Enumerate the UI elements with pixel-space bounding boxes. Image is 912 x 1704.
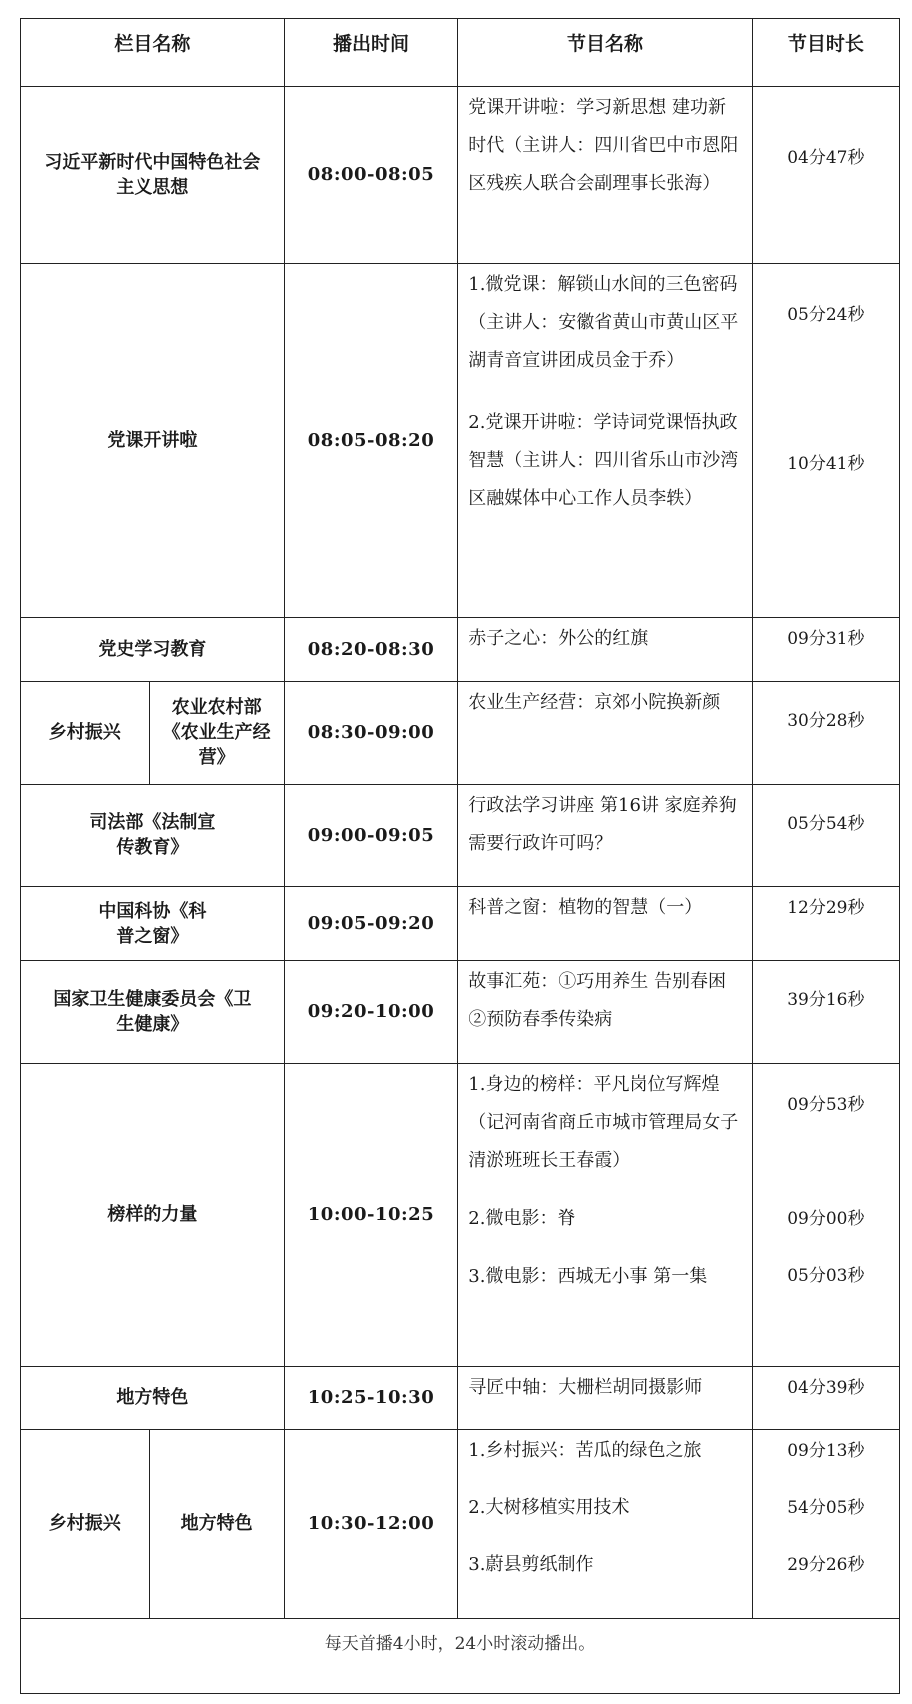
broadcast-time-cell: 10:30-12:00 xyxy=(284,1430,458,1619)
program-cell xyxy=(458,617,752,681)
column-name-cell: 党史学习教育 xyxy=(21,617,285,681)
header-program-name: 节目名称 xyxy=(458,19,752,87)
duration-text: 05分03秒 xyxy=(787,1265,865,1286)
column-name-cell: 司法部《法制宣传教育》 xyxy=(21,784,285,887)
program-text: 党课开讲啦：学习新思想 建功新时代（主讲人：四川省巴中市恩阳区残疾人联合会副理事长张海） xyxy=(468,96,739,194)
duration-text: 09分13秒 xyxy=(787,1441,865,1462)
program-cell xyxy=(458,784,752,887)
program-text: 寻匠中轴：大栅栏胡同摄影师 xyxy=(468,1376,703,1398)
broadcast-time-cell: 10:00-10:25 xyxy=(284,1063,458,1366)
table-row xyxy=(21,86,900,264)
program-text: 2.微电影：脊 xyxy=(468,1207,576,1229)
column-name-main-cell: 乡村振兴 xyxy=(21,1430,150,1619)
program-cell xyxy=(458,86,752,264)
duration-text: 12分29秒 xyxy=(787,898,865,918)
broadcast-time-cell: 09:05-09:20 xyxy=(284,887,458,961)
program-cell xyxy=(458,961,752,1064)
program-text: 故事汇苑：①巧用养生 告别春困②预防春季传染病 xyxy=(468,971,727,1031)
broadcast-time-cell: 09:00-09:05 xyxy=(284,784,458,887)
table-row xyxy=(21,264,900,617)
program-cell xyxy=(458,1366,752,1429)
broadcast-time-cell: 08:05-08:20 xyxy=(284,264,458,617)
table-row xyxy=(21,887,900,961)
schedule-table xyxy=(20,18,900,1694)
duration-cell xyxy=(752,86,899,264)
table-row xyxy=(21,1430,900,1619)
table-row xyxy=(21,1063,900,1366)
duration-text: 05分24秒 xyxy=(787,305,865,326)
header-broadcast-time: 播出时间 xyxy=(284,19,458,87)
program-text: 3.蔚县剪纸制作 xyxy=(468,1554,594,1576)
table-row xyxy=(21,617,900,681)
program-text: 2.大树移植实用技术 xyxy=(468,1497,630,1519)
column-name-sub-cell: 地方特色 xyxy=(149,1430,284,1619)
program-text: 农业生产经营：京郊小院换新颜 xyxy=(468,692,721,713)
column-name-cell: 习近平新时代中国特色社会主义思想 xyxy=(21,86,285,264)
program-text: 赤子之心：外公的红旗 xyxy=(468,627,649,649)
duration-cell xyxy=(752,887,899,961)
duration-text: 10分41秒 xyxy=(787,454,865,475)
duration-text: 30分28秒 xyxy=(787,711,865,731)
duration-cell xyxy=(752,1430,899,1619)
duration-text: 09分00秒 xyxy=(787,1208,865,1229)
duration-cell xyxy=(752,264,899,617)
program-cell xyxy=(458,264,752,617)
duration-cell xyxy=(752,1366,899,1429)
program-text: 科普之窗：植物的智慧（一） xyxy=(468,897,703,918)
duration-cell xyxy=(752,961,899,1064)
duration-text: 05分54秒 xyxy=(787,813,865,834)
column-name-cell: 榜样的力量 xyxy=(21,1063,285,1366)
broadcast-time-cell: 08:00-08:05 xyxy=(284,86,458,264)
duration-text: 04分47秒 xyxy=(787,147,865,168)
program-text: 行政法学习讲座 第16讲 家庭养狗需要行政许可吗？ xyxy=(468,794,737,854)
column-name-cell: 国家卫生健康委员会《卫生健康》 xyxy=(21,961,285,1064)
broadcast-time-cell: 08:30-09:00 xyxy=(284,682,458,785)
column-name-sub-cell: 农业农村部《农业生产经营》 xyxy=(149,682,284,785)
duration-text: 54分05秒 xyxy=(787,1498,865,1519)
duration-text: 04分39秒 xyxy=(787,1377,865,1398)
header-duration: 节目时长 xyxy=(752,19,899,87)
table-row xyxy=(21,961,900,1064)
program-text: 2.党课开讲啦：学诗词党课悟执政智慧（主讲人：四川省乐山市沙湾区融媒体中心工作人员李轶） xyxy=(468,412,739,510)
column-name-cell: 地方特色 xyxy=(21,1366,285,1429)
broadcast-time-cell: 10:25-10:30 xyxy=(284,1366,458,1429)
program-text: 1.乡村振兴：苦瓜的绿色之旅 xyxy=(468,1440,702,1462)
duration-cell xyxy=(752,682,899,785)
broadcast-time-cell: 08:20-08:30 xyxy=(284,617,458,681)
broadcast-time-cell: 09:20-10:00 xyxy=(284,961,458,1064)
footer-note: 每天首播4小时，24小时滚动播出。 xyxy=(21,1618,900,1693)
duration-cell xyxy=(752,617,899,681)
header-column-name: 栏目名称 xyxy=(21,19,285,87)
program-cell xyxy=(458,1430,752,1619)
table-row xyxy=(21,784,900,887)
program-text: 1.身边的榜样：平凡岗位写辉煌（记河南省商丘市城市管理局女子清淤班班长王春霞） xyxy=(468,1073,739,1171)
program-cell xyxy=(458,1063,752,1366)
program-cell xyxy=(458,887,752,961)
footer-row xyxy=(21,1618,900,1693)
column-name-cell: 中国科协《科普之窗》 xyxy=(21,887,285,961)
program-text: 1.微党课：解锁山水间的三色密码（主讲人：安徽省黄山市黄山区平湖青音宣讲团成员金于乔） xyxy=(468,274,739,372)
column-name-main-cell: 乡村振兴 xyxy=(21,682,150,785)
program-text: 3.微电影：西城无小事 第一集 xyxy=(468,1265,708,1287)
column-name-cell: 党课开讲啦 xyxy=(21,264,285,617)
program-cell xyxy=(458,682,752,785)
duration-cell xyxy=(752,1063,899,1366)
duration-text: 29分26秒 xyxy=(787,1555,865,1576)
table-row xyxy=(21,682,900,785)
duration-cell xyxy=(752,784,899,887)
duration-text: 09分31秒 xyxy=(787,628,865,649)
table-row xyxy=(21,1366,900,1429)
duration-text: 09分53秒 xyxy=(787,1094,865,1115)
header-row xyxy=(21,19,900,87)
duration-text: 39分16秒 xyxy=(787,990,865,1011)
